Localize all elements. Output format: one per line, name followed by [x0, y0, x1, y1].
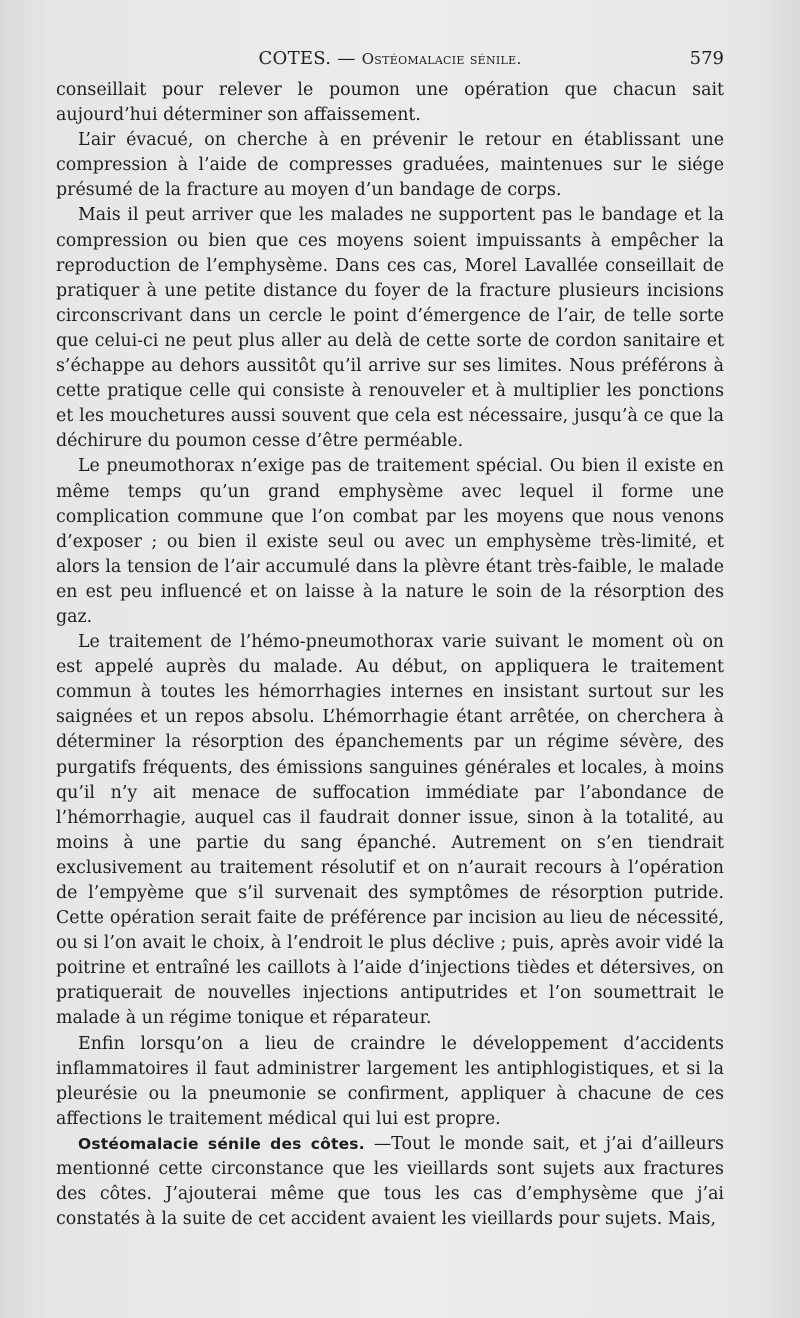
- paragraph-bandage: Mais il peut arriver que les malades ne supportent pas le bandage et la compression ou bien que ces moyens soient impuissants à empêcher la reproduction de l’emphysème. Dans ces cas, Morel Lavallée conseillait de pratiquer à une petite distance du foyer de la fracture plusieurs incisions circonscrivant dans un cercle le point d’émergence de l’air, de telle sorte que celui-ci ne peut plus aller au delà de cette sorte de cordon sanitaire et s’échappe au dehors aussitôt qu’il arrive sur ses limites. Nous préférons à cette pratique celle qui consiste à renouveler et à multiplier les ponctions et les mouchetures aussi souvent que cela est nécessaire, jusqu’à ce que la déchirure du poumon cesse d’être perméable.: [56, 205, 724, 452]
- paragraph-hemo-pneumothorax: Le traitement de l’hémo-pneumothorax varie suivant le moment où on est appelé auprès du malade. Au début, on appliquera le traitement commun à toutes les hémorrhagies internes en insistant surtout sur les saignées et un repos absolu. L’hémorrhagie étant arrêtée, on cherchera à déterminer la résorption des épanchements par un régime sévère, des purgatifs fréquents, des émissions sanguines générales et locales, à moins qu’il n’y ait menace de suffocation immédiate par l’abondance de l’hémorrhagie, auquel cas il faudrait donner issue, sinon à la totalité, au moins à une partie du sang épanché. Autrement on s’en tiendrait exclusivement au traitement résolutif et on n’aurait recours à l’opération de l’empyème que s’il survenait des symptômes de résorption putride. Cette opération serait faite de préférence par incision au lieu de nécessité, ou si l’on avait le choix, à l’endroit le plus déclive ; puis, après avoir vidé la poitrine et entraîné les caillots à l’aide d’injections tièdes et détersives, on pratiquerait de nouvelles injections antiputrides et l’on soumettrait le malade à un régime tonique et réparateur.: [56, 632, 724, 1029]
- section-heading: Ostéomalacie sénile des côtes.: [78, 1134, 365, 1153]
- running-title-sub: Ostéomalacie sénile.: [361, 50, 522, 68]
- paragraph-osteomalacie: [56, 1132, 724, 1232]
- paragraph-pneumothorax: Le pneumothorax n’exige pas de traitement spécial. Ou bien il existe en même temps qu’un grand emphysème avec lequel il forme une complication commune que l’on combat par les moyens que nous venons d’exposer ; ou bien il existe seul ou avec un emphysème très-limité, et alors la tension de l’air accumulé dans la plèvre étant très-faible, le malade en est peu influencé et on laisse à la nature le soin de la résorption des gaz.: [56, 456, 724, 627]
- body-text: [56, 78, 724, 1232]
- paragraph-accidents-inflammatoires: Enfin lorsqu’on a lieu de craindre le développement d’accidents inflammatoires il faut administrer largement les antiphlogistiques, et si la pleurésie ou la pneumonie se confirment, appliquer à chacune de ces affections le traitement médical qui lui est propre.: [56, 1033, 724, 1129]
- running-title: [56, 44, 724, 74]
- paragraph-air-evacue: L’air évacué, on cherche à en prévenir le retour en établissant une compression à l’aide de compresses graduées, maintenues sur le siége présumé de la fracture au moyen d’un bandage de corps.: [56, 130, 724, 201]
- paragraph-continuation: conseillait pour relever le poumon une opération que chacun sait aujourd’hui déterminer son affaissement.: [56, 80, 724, 126]
- section-text: —Tout le monde sait, et j’ai d’ailleurs mentionné cette circonstance que les vieillards sont sujets aux fractures des côtes. J’ajouterai même que tous les cas d’emphysème que j’ai constatés à la suite de cet accident avaient les vieillards pour sujets. Mais,: [56, 1133, 724, 1230]
- running-title-main: COTES. —: [258, 48, 356, 69]
- running-header: [56, 44, 724, 74]
- page-number: 579: [689, 48, 724, 69]
